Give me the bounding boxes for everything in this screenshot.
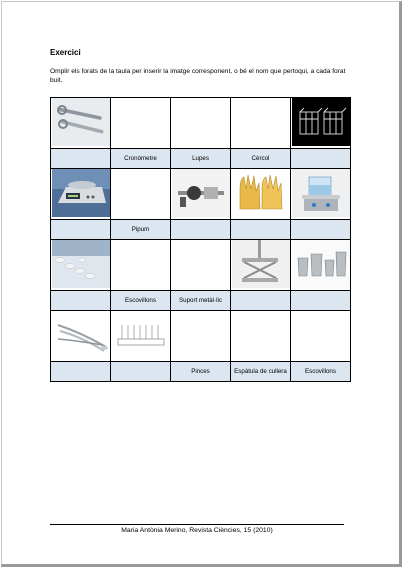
image-row <box>51 169 351 220</box>
label-cell <box>111 362 171 382</box>
image-cell <box>291 98 351 149</box>
image-cell-empty <box>111 169 171 220</box>
image-cell-empty <box>171 98 231 149</box>
label-cell <box>291 220 351 240</box>
label-row <box>51 362 351 382</box>
label-cell <box>51 220 111 240</box>
image-cell <box>51 311 111 362</box>
balance-image <box>52 169 110 217</box>
image-cell-empty <box>171 311 231 362</box>
label-cell: Lupes <box>171 149 231 169</box>
drying-rack-image <box>112 311 170 359</box>
image-cell-empty <box>291 311 351 362</box>
image-row <box>51 98 351 149</box>
stoppers-image <box>52 240 110 288</box>
exercise-instructions: Omplir els forats de la taula per inserir la imatge corresponent, o bé el nom que pertoqui, a cada forat buit. <box>50 68 346 84</box>
label-cell <box>51 149 111 169</box>
footer-rule <box>50 524 344 525</box>
label-cell <box>231 291 291 311</box>
image-cell <box>291 169 351 220</box>
image-cell <box>51 169 111 220</box>
label-cell: Escovillons <box>291 362 351 382</box>
label-cell: Espàtula de cullera <box>231 362 291 382</box>
heating-stirrer-image <box>292 169 350 217</box>
label-cell: Suport metàl·lic <box>171 291 231 311</box>
image-cell <box>171 169 231 220</box>
label-cell <box>171 220 231 240</box>
image-cell-empty <box>111 240 171 291</box>
label-cell: Escovillons <box>111 291 171 311</box>
image-row <box>51 240 351 291</box>
spatulas-image <box>52 98 110 146</box>
exercise-table <box>50 97 351 382</box>
label-cell <box>291 149 351 169</box>
test-tube-rack-image <box>292 98 350 146</box>
label-cell: Cronòmetre <box>111 149 171 169</box>
image-cell-empty <box>111 98 171 149</box>
exercise-title: Exercici <box>50 48 81 57</box>
label-row <box>51 220 351 240</box>
label-row <box>51 291 351 311</box>
image-cell <box>51 98 111 149</box>
image-cell-empty <box>231 311 291 362</box>
label-cell <box>231 220 291 240</box>
label-cell <box>51 362 111 382</box>
image-cell <box>51 240 111 291</box>
metal-beakers-image <box>292 240 350 288</box>
footer-citation: Maria Antònia Merino, Revista Ciències, 15 (2010) <box>121 527 273 534</box>
image-cell <box>291 240 351 291</box>
label-row <box>51 149 351 169</box>
image-cell-empty <box>171 240 231 291</box>
image-cell <box>111 311 171 362</box>
image-cell <box>231 169 291 220</box>
image-cell-empty <box>231 98 291 149</box>
burette-clamp-image <box>172 169 230 217</box>
tongs-image <box>52 311 110 359</box>
label-cell: Pinces <box>171 362 231 382</box>
label-cell <box>291 291 351 311</box>
lab-jack-image <box>232 240 290 288</box>
label-cell: Cèrcol <box>231 149 291 169</box>
image-row <box>51 311 351 362</box>
image-cell <box>231 240 291 291</box>
label-cell <box>51 291 111 311</box>
gloves-image <box>232 169 290 217</box>
label-cell: Pipum <box>111 220 171 240</box>
